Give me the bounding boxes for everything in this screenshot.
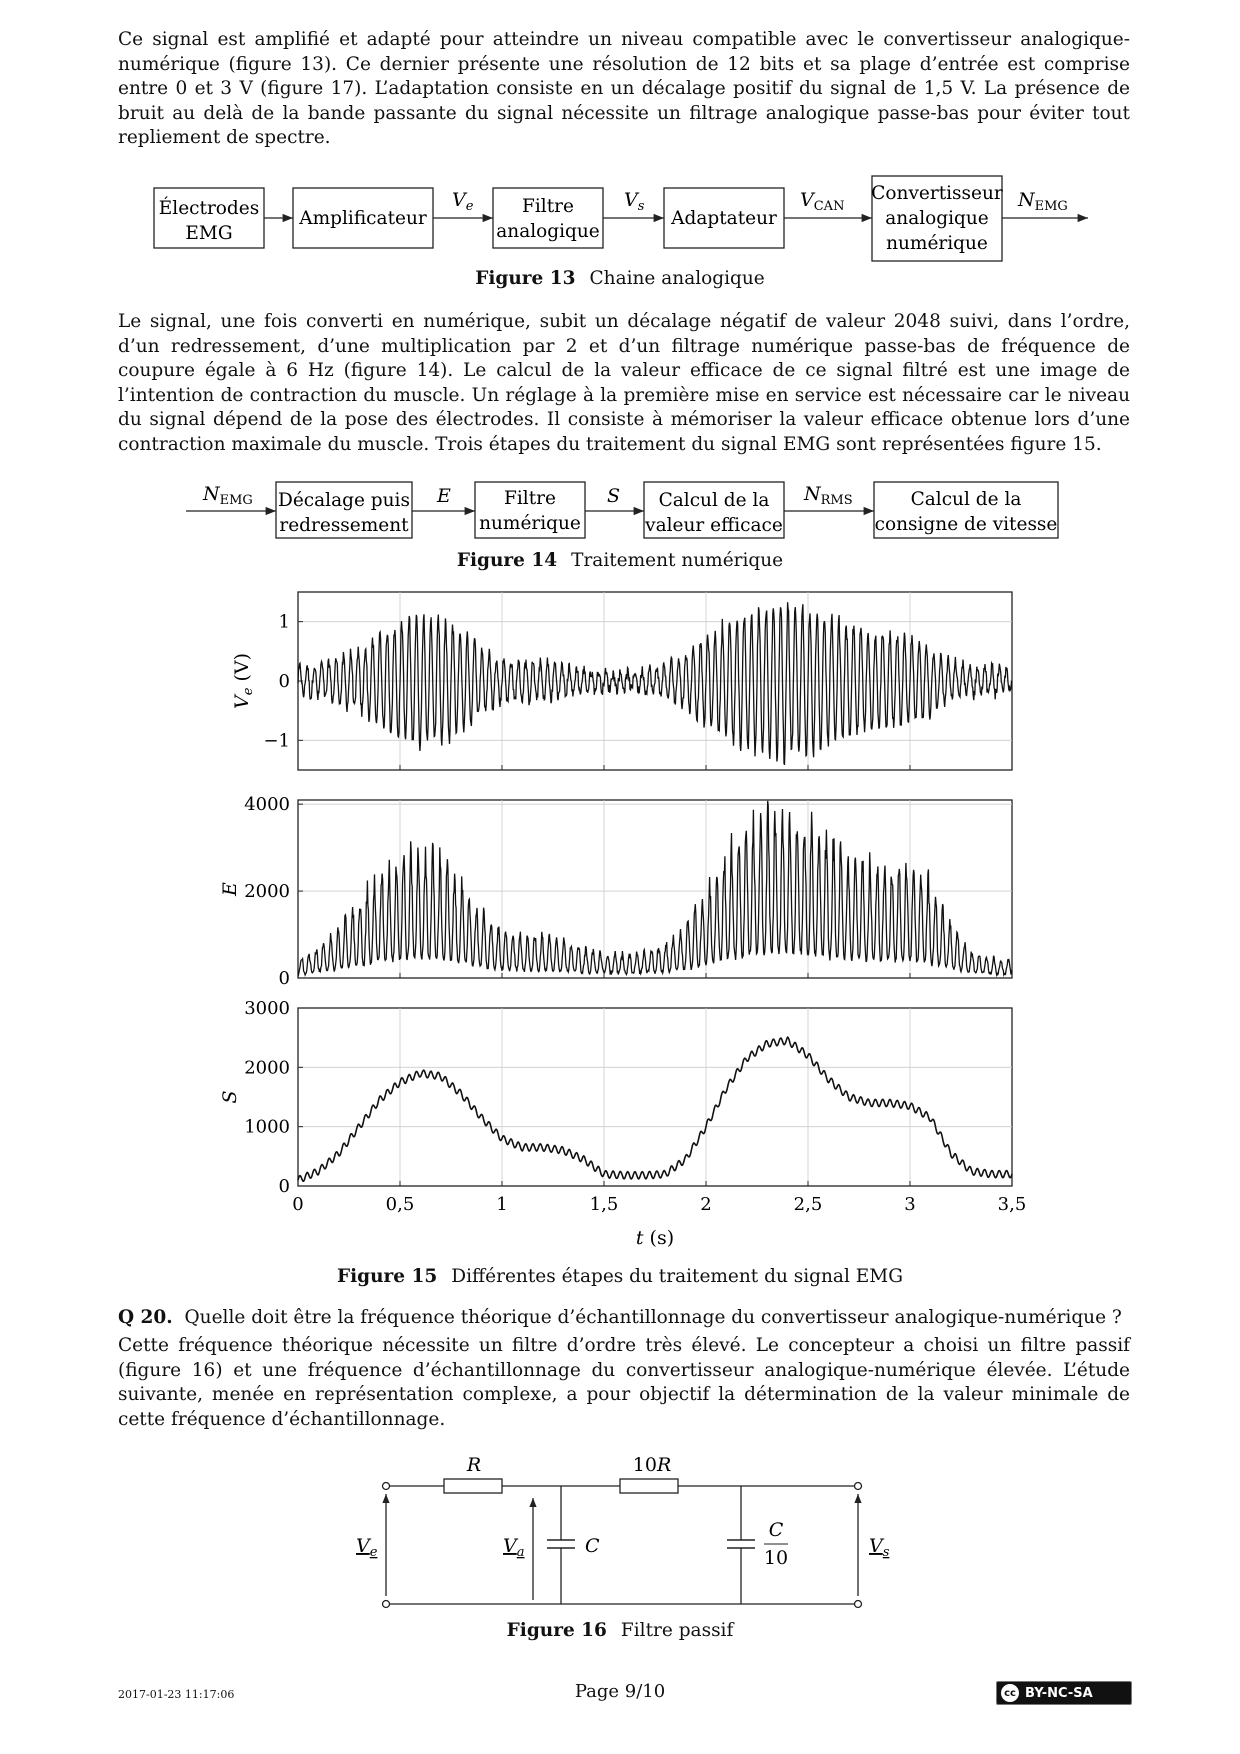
ytick-label-1-2: 4000	[244, 794, 290, 816]
figure-13-title: Chaine analogique	[589, 268, 765, 289]
xlabel-t: t (s)	[635, 1227, 675, 1249]
block-filtre-num-label-2: numérique	[479, 513, 581, 534]
xtick-label-5: 2,5	[793, 1194, 823, 1215]
block-conv-label-3: numérique	[886, 233, 988, 254]
figure-14-title: Traitement numérique	[571, 550, 784, 571]
figure-14-caption	[0, 550, 1240, 571]
block-decalage-label-2: redressement	[279, 515, 409, 536]
block-calcul-label-2: valeur efficace	[645, 515, 783, 536]
figure-15-caption	[0, 1266, 1240, 1287]
question-20	[118, 1306, 1130, 1331]
xtick-label-2: 1	[496, 1194, 508, 1215]
ylabel-e: E	[219, 882, 241, 896]
xtick-label-7: 3,5	[997, 1194, 1027, 1215]
figure-13-diagram	[0, 0, 1240, 290]
block-electrodes-label-2: EMG	[185, 223, 233, 244]
question-20-text: Quelle doit être la fréquence théorique d’échantillonnage du convertisseur analogique-numérique ?	[184, 1307, 1122, 1328]
ytick-label-2-2: 2000	[244, 1057, 290, 1079]
block-adaptateur-label: Adaptateur	[671, 208, 777, 229]
intro-paragraph: Ce signal est amplifié et adapté pour atteindre un niveau compatible avec le convertisseur analogique-numérique (figure 13). Ce dernier présente une résolution de 12 bits et sa plage d’entrée est comprise entre 0 et 3 V (figure 17). L’adaptation consiste en un décalage positif du signal de 1,5 V. La présence de bruit au delà de la bande passante du signal nécessite un filtrage analogique passe-bas pour éviter tout repliement de spectre.	[118, 29, 1130, 148]
xtick-label-4: 2	[700, 1194, 712, 1215]
label-c: C	[585, 1535, 600, 1557]
series-line-2	[298, 1037, 1012, 1181]
figure-14-label: Figure 14	[456, 550, 558, 571]
terminal-top-right	[855, 1483, 862, 1490]
footer-page-number: Page 9/10	[574, 1681, 666, 1702]
sig-vcan-main: V	[800, 189, 814, 211]
ytick-label-2-0: 0	[278, 1176, 290, 1197]
series-line-1	[298, 801, 1012, 975]
ytick-label-2-1: 1000	[244, 1116, 290, 1138]
sig14-s: S	[607, 485, 621, 507]
ytick-label-0-2: 1	[278, 611, 290, 633]
cc-icon: cc	[1001, 1684, 1019, 1702]
terminal-bottom-right	[855, 1601, 862, 1608]
figure-16-label: Figure 16	[506, 1620, 607, 1641]
label-r: R	[466, 1454, 482, 1476]
ytick-label-0-1: 0	[278, 671, 290, 692]
ylabel-s: S	[219, 1090, 241, 1104]
ytick-label-1-1: 2000	[244, 881, 290, 903]
label-va: $V_a$	[503, 1535, 525, 1560]
resistor-10r	[620, 1479, 678, 1493]
figure-16-title: Filtre passif	[620, 1620, 734, 1641]
svg-text:NRMS	[803, 483, 853, 508]
figure-15-label: Figure 15	[337, 1266, 438, 1287]
svg-text:NEMG	[202, 483, 253, 508]
sig-ve-main: V	[452, 189, 466, 211]
block-filtre-label-2: analogique	[496, 221, 600, 242]
label-10r: 10R	[632, 1454, 672, 1476]
block-amplificateur-label: Amplificateur	[299, 208, 427, 229]
figure-14-diagram	[0, 470, 1240, 550]
block-consigne-label-1: Calcul de la	[910, 489, 1022, 510]
figure-13-caption	[0, 268, 1240, 289]
sig-vcan-sub: CAN	[813, 199, 845, 214]
ylabel-ve: $V_e(V)$	[231, 653, 256, 709]
figure-13-label: Figure 13	[475, 268, 576, 289]
filter-paragraph: Cette fréquence théorique nécessite un filtre d’ordre très élevé. Le concepteur a choisi un filtre passif (figure 16) et une fréquence d’échantillonnage du convertisseur analogique-numérique élevée. L’étude suivante, menée en représentation complexe, a pour objectif la détermination de la valeur minimale de cette fréquence d’échantillonnage.	[118, 1335, 1130, 1430]
sig14-nemg-sub: EMG	[219, 493, 253, 508]
processing-paragraph: Le signal, une fois converti en numérique, subit un décalage négatif de valeur 2048 suivi, dans l’ordre, d’un redressement, d’une multiplication par 2 et d’un filtrage numérique passe-bas de fréquence de coupure égale à 6 Hz (figure 14). Le calcul de la valeur efficace de ce signal filtré est une image de l’intention de contraction du muscle. Un réglage à la première mise en service est nécessaire car le niveau du signal dépend de la pose des électrodes. Il consiste à mémoriser la valeur efficace obtenue lors d’une contraction maximale du muscle. Trois étapes du traitement du signal EMG sont représentées figure 15.	[118, 311, 1130, 455]
sig-vs-sub: s	[637, 199, 645, 214]
block-filtre-num-label-1: Filtre	[504, 488, 556, 509]
block-filtre-label-1: Filtre	[522, 196, 574, 217]
sig-nemg-sub: EMG	[1034, 199, 1068, 214]
plot-s-frame	[298, 1008, 1012, 1186]
sig14-nrms-sub: RMS	[820, 493, 853, 508]
sig14-e: E	[437, 485, 451, 507]
sig-vs-main: V	[624, 189, 638, 211]
label-ve: $V_e$	[356, 1535, 378, 1560]
svg-text:NEMG	[1017, 189, 1068, 214]
ytick-label-2-3: 3000	[244, 998, 290, 1019]
block-conv-label-2: analogique	[885, 208, 989, 229]
question-20-label: Q 20.	[118, 1307, 173, 1328]
figure-16-caption	[0, 1620, 1240, 1641]
sig-nemg-main: N	[1018, 189, 1035, 211]
license-text: BY-NC-SA	[1025, 1685, 1093, 1701]
svg-text:VCAN	[800, 189, 844, 214]
block-electrodes-label-1: Électrodes	[158, 198, 260, 219]
xtick-label-1: 0,5	[385, 1194, 415, 1215]
xtick-label-6: 3	[904, 1194, 916, 1215]
sig14-nrms-main: N	[804, 483, 821, 505]
resistor-r	[444, 1479, 502, 1493]
terminal-bottom-left	[383, 1601, 390, 1608]
block-decalage-label-1: Décalage puis	[278, 490, 410, 511]
block-conv-label-1: Convertisseur	[871, 183, 1003, 204]
sig-ve-sub: e	[465, 199, 474, 214]
figure-15-charts	[0, 580, 1240, 1260]
ytick-label-0-0: −1	[263, 730, 290, 752]
series-lines	[298, 602, 1012, 1181]
block-calcul-label-1: Calcul de la	[658, 490, 770, 511]
terminal-top-left	[383, 1483, 390, 1490]
label-vs: $V_s$	[869, 1535, 890, 1560]
figure-16-circuit	[0, 1440, 1240, 1620]
label-c10-den: 10	[763, 1547, 789, 1569]
block-consigne-label-2: consigne de vitesse	[874, 514, 1058, 535]
svg-text:Ve	[452, 189, 474, 214]
license-badge[interactable]	[996, 1681, 1132, 1705]
footer-timestamp: 2017-01-23 11:17:06	[118, 1688, 235, 1701]
sig14-nemg-main: N	[203, 483, 220, 505]
xtick-label-0: 0	[292, 1194, 304, 1215]
figure-15-title: Différentes étapes du traitement du signal EMG	[451, 1266, 903, 1287]
xtick-label-3: 1,5	[589, 1194, 619, 1215]
ytick-label-1-0: 0	[278, 968, 290, 989]
svg-text:Vs	[624, 189, 645, 214]
label-c10-num: C	[768, 1519, 784, 1541]
